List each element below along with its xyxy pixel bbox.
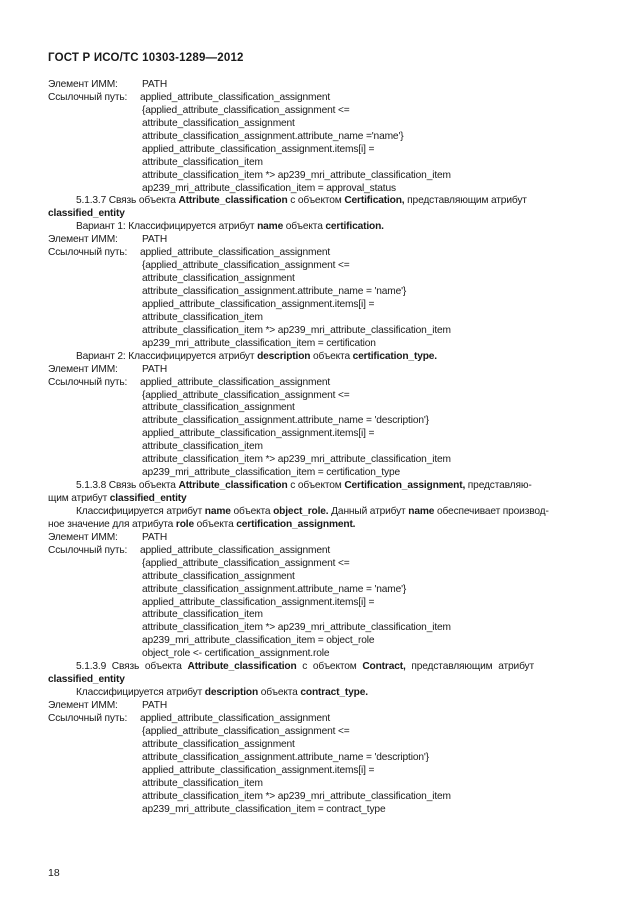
ref-path-line: attribute_classification_item *> ap239_mri_attribute_classification_item [142,454,451,466]
section-heading-5-1-3-9: 5.1.3.9 Связь объекта Attribute_classification с объектом Contract, представляющим атрибут [76,661,534,673]
ref-path-start: applied_attribute_classification_assignment [140,91,331,103]
ref-path-line: Ссылочный путь: applied_attribute_classification_assignment [48,544,331,556]
ref-path-line: ap239_mri_attribute_classification_item = certification [142,337,376,349]
ref-path-line: {applied_attribute_classification_assignment <= [142,260,350,272]
variant-1-text: Вариант 1: Классифицируется атрибут name объекта certification. [76,221,384,233]
section-description-continuation: ное значение для атрибута role объекта certification_assignment. [48,518,356,530]
ref-path-line: attribute_classification_assignment [142,273,295,285]
imm-element-value: PATH [142,79,168,90]
imm-element-line: Элемент ИММ: PATH [48,531,168,543]
section-description: Классифицируется атрибут name объекта object_role. Данный атрибут name обеспечивает производ- [76,505,549,517]
ref-path-line: attribute_classification_assignment.attribute_name = 'description'} [142,751,429,763]
ref-path-line: attribute_classification_assignment.attribute_name = 'name'} [142,286,407,297]
imm-element-line [48,79,588,92]
ref-path-line: attribute_classification_assignment.attribute_name ='name'} [142,130,404,142]
ref-path-line: ap239_mri_attribute_classification_item = certification_type [142,467,400,479]
section-heading-5-1-3-8: 5.1.3.8 Связь объекта Attribute_classification с объектом Certification_assignment, представляю- [76,480,532,492]
ref-path-line: attribute_classification_item [142,156,263,168]
ref-path-line: {applied_attribute_classification_assignment <= [142,725,350,737]
ref-path-line: applied_attribute_classification_assignment.items[i] = [142,143,375,155]
ref-path-line: {applied_attribute_classification_assignment <= [142,389,350,401]
imm-element-label: Элемент ИММ: [48,79,118,90]
ref-path-line: Ссылочный путь: applied_attribute_classification_assignment [48,247,331,259]
ref-path-line: applied_attribute_classification_assignment.items[i] = [142,596,375,608]
ref-path-line: applied_attribute_classification_assignment.items[i] = [142,764,375,776]
ref-path-line: {applied_attribute_classification_assignment <= [142,104,350,116]
ref-path-line: ap239_mri_attribute_classification_item = object_role [142,635,375,647]
ref-path-label: Ссылочный путь: [48,91,128,103]
ref-path-line: attribute_classification_item *> ap239_mri_attribute_classification_item [142,622,451,634]
ref-path-line: attribute_classification_item [142,441,263,453]
ref-path-line: attribute_classification_assignment.attribute_name = 'name'} [142,583,407,595]
section-description: Классифицируется атрибут description объекта contract_type. [76,687,368,699]
section-heading-continuation: classified_entity [48,674,125,686]
ref-path-line: object_role <- certification_assignment.role [142,648,330,660]
page-number: 18 [48,867,60,879]
ref-path-line: attribute_classification_item *> ap239_mri_attribute_classification_item [142,324,451,336]
ref-path-line: attribute_classification_assignment.attribute_name = 'description'} [142,415,429,427]
document-body [48,79,588,816]
ref-path-line: attribute_classification_item *> ap239_mri_attribute_classification_item [142,169,451,181]
imm-element-line: Элемент ИММ: PATH [48,363,168,375]
ref-path-line: applied_attribute_classification_assignment.items[i] = [142,428,375,440]
ref-path-line: ap239_mri_attribute_classification_item = approval_status [142,182,396,194]
ref-path-line: attribute_classification_assignment [142,117,295,129]
ref-path-line: ap239_mri_attribute_classification_item = contract_type [142,803,386,815]
ref-path-line: attribute_classification_item [142,311,263,323]
document-header: ГОСТ Р ИСО/ТС 10303-1289—2012 [48,52,244,64]
ref-path-line: attribute_classification_item [142,609,263,621]
ref-path-line: Ссылочный путь: applied_attribute_classification_assignment [48,712,331,724]
section-heading-continuation: щим атрибут classified_entity [48,493,187,504]
section-heading-continuation: classified_entity [48,208,125,220]
imm-element-line: Элемент ИММ: PATH [48,234,168,246]
variant-2-text: Вариант 2: Классифицируется атрибут description объекта certification_type. [76,350,437,362]
ref-path-line [48,92,588,105]
ref-path-line: attribute_classification_assignment [142,738,295,750]
ref-path-line: applied_attribute_classification_assignment.items[i] = [142,298,375,310]
section-heading-5-1-3-7: 5.1.3.7 Связь объекта Attribute_classification с объектом Certification, представляющим атрибут [76,195,527,207]
ref-path-line: attribute_classification_item *> ap239_mri_attribute_classification_item [142,790,451,802]
ref-path-line: attribute_classification_item [142,777,263,789]
ref-path-line: Ссылочный путь: applied_attribute_classification_assignment [48,376,331,388]
ref-path-line: attribute_classification_assignment [142,570,295,582]
ref-path-line: {applied_attribute_classification_assignment <= [142,557,350,569]
ref-path-line: attribute_classification_assignment [142,402,295,414]
imm-element-line: Элемент ИММ: PATH [48,700,168,711]
